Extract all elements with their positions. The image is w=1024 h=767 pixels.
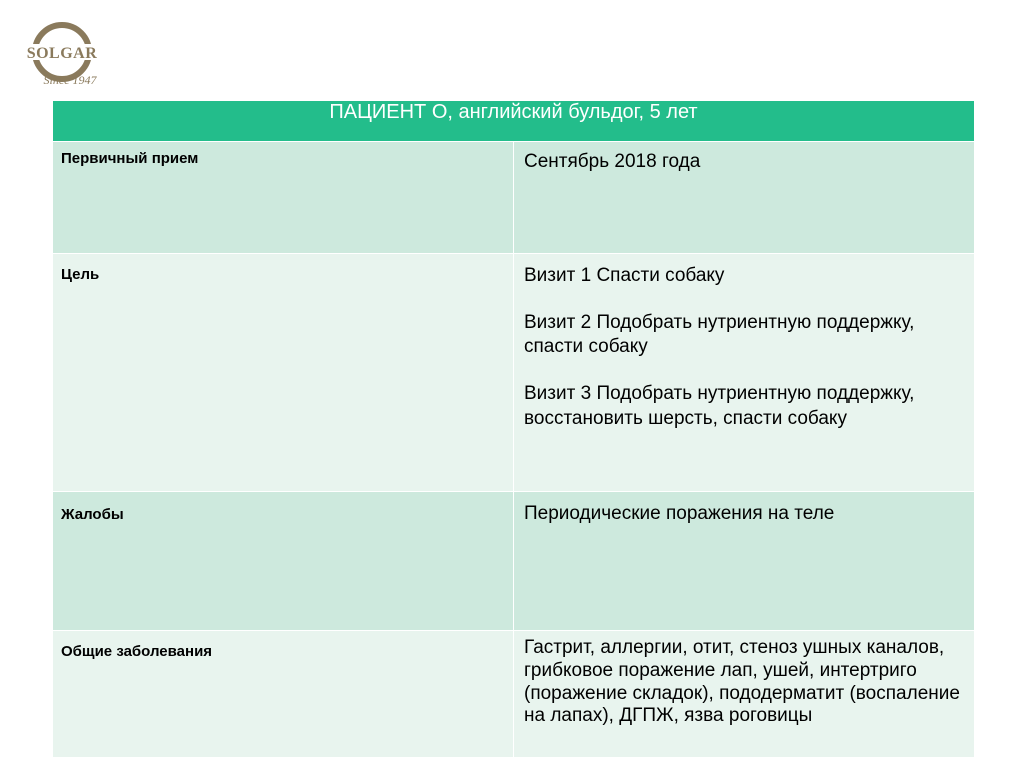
row-label-diseases: Общие заболевания bbox=[53, 631, 514, 758]
row-label-goal: Цель bbox=[53, 254, 514, 492]
logo-tagline: Since 1947 bbox=[43, 73, 97, 87]
visit-1-text: Визит 1 Спасти собаку bbox=[524, 265, 725, 286]
table-row bbox=[53, 631, 975, 758]
logo-brand: SOLGAR bbox=[26, 45, 98, 62]
table-row bbox=[53, 142, 975, 254]
row-value-initial-visit bbox=[514, 142, 975, 254]
row-value-complaints bbox=[514, 492, 975, 631]
row-label-complaints: Жалобы bbox=[53, 492, 514, 631]
table-title: ПАЦИЕНТ О, английский бульдог, 5 лет bbox=[53, 101, 975, 142]
table-row bbox=[53, 492, 975, 631]
value-line: Периодические поражения на теле bbox=[524, 503, 835, 524]
patient-table bbox=[52, 100, 975, 758]
row-value-goal bbox=[514, 254, 975, 492]
solgar-logo bbox=[8, 14, 132, 92]
visit-2-text: Визит 2 Подобрать нутриентную поддержку, спасти собаку bbox=[524, 311, 915, 358]
value-line: Гастрит, аллергии, отит, стеноз ушных каналов, грибковое поражение лап, ушей, интертриго (поражение складок), пододерматит (воспаление на лапах), ДГПЖ, язва роговицы bbox=[524, 637, 960, 727]
row-value-diseases bbox=[514, 631, 975, 758]
table-row bbox=[53, 254, 975, 492]
visit-3-text: Визит 3 Подобрать нутриентную поддержку, восстановить шерсть, спасти собаку bbox=[524, 383, 915, 429]
value-line: Сентябрь 2018 года bbox=[524, 151, 701, 172]
row-label-initial-visit: Первичный прием bbox=[53, 142, 514, 254]
